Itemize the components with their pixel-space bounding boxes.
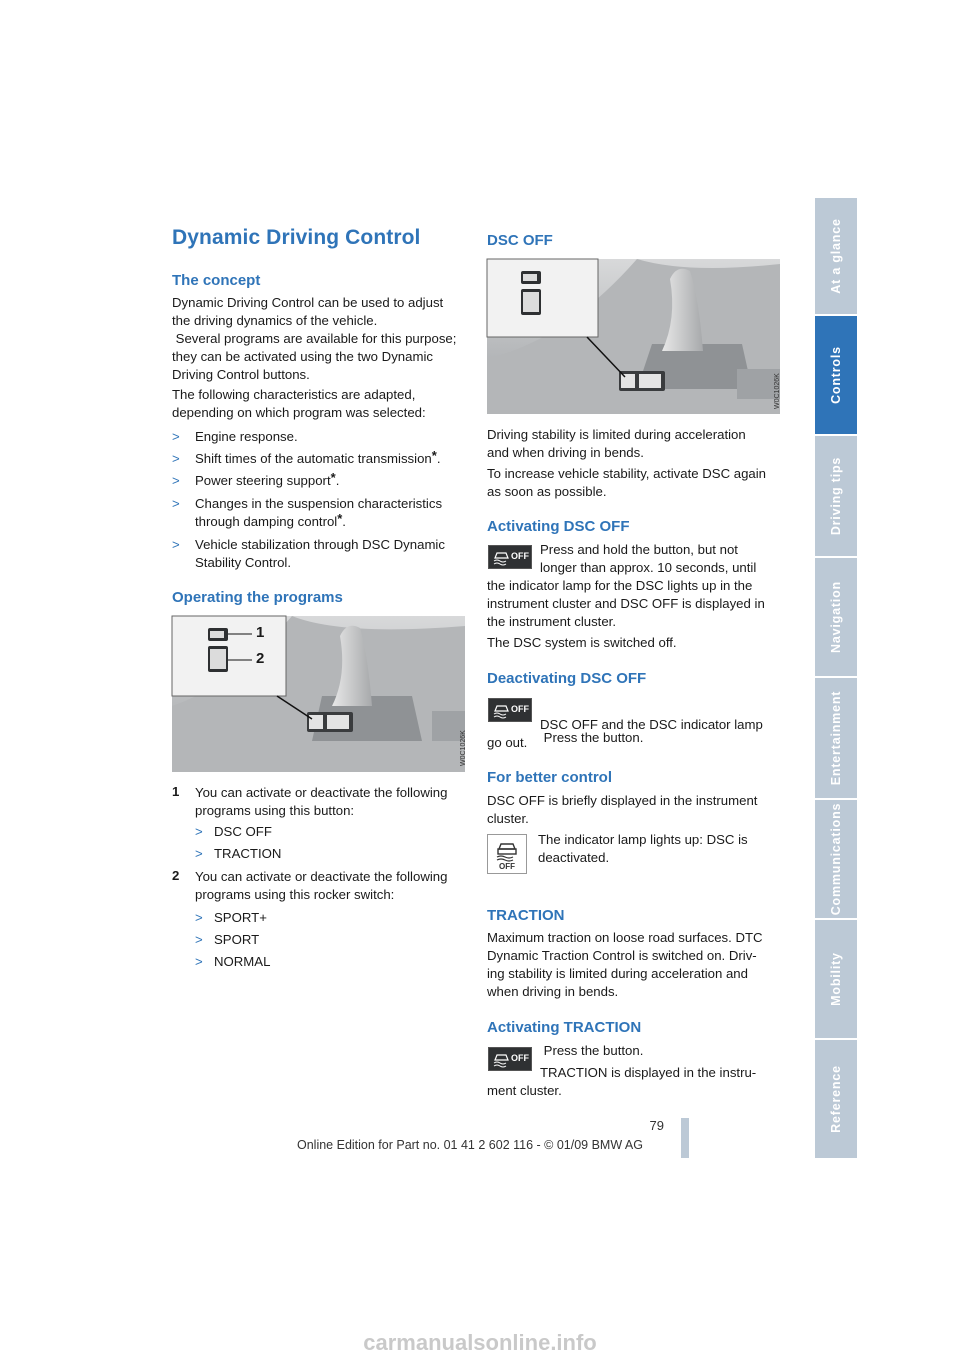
deactivating-dsc-off-text: Press the button. (540, 730, 644, 745)
better-control-heading: For better control (487, 769, 613, 786)
item-number: 1 (172, 784, 180, 799)
dsc-off-heading: DSC OFF (487, 232, 553, 249)
activating-dsc-off-heading: Activating DSC OFF (487, 518, 630, 535)
deactivating-dsc-off-text-3: go out. (487, 735, 528, 750)
watermark: carmanualsonline.info (363, 1330, 597, 1355)
dsc-off-paragraph: Driving stability is limited during acceleration and when driving in bends. (487, 427, 746, 460)
deactivating-dsc-off-text-2: DSC OFF and the DSC indicator lamp (540, 717, 763, 732)
dsc-off-button-icon: OFF (488, 545, 532, 569)
callout-2: 2 (256, 650, 265, 667)
optional-equipment-star: * (337, 511, 343, 526)
dsc-off-paragraph-2: To increase vehicle stability, activate DSC again as soon as possible. (487, 466, 767, 499)
dsc-off-button-icon: OFF (488, 698, 532, 722)
image-code: W0C1026K (460, 730, 467, 766)
deactivating-dsc-off-heading: Deactivating DSC OFF (487, 670, 647, 687)
dsc-button-photo (487, 259, 780, 414)
dsc-off-button-icon: OFF (488, 1047, 532, 1071)
image-code: W0C1026K (774, 373, 781, 409)
footer-edition: Online Edition for Part no. 01 41 2 602 116 - © 01/09 BMW AG (297, 1138, 643, 1152)
tab-controls[interactable]: Controls (815, 316, 857, 436)
console-illustration (172, 616, 465, 772)
operating-heading: Operating the programs (172, 589, 343, 606)
page-number: 79 (649, 1118, 664, 1133)
dsc-indicator-lamp-icon: OFF (487, 834, 527, 874)
tab-at-a-glance[interactable]: At a glance (815, 198, 857, 316)
optional-equipment-star: * (330, 470, 336, 485)
activating-dsc-off-text: Press and hold the button, but not longer than approx. 10 seconds, until (540, 542, 757, 575)
tab-driving-tips[interactable]: Driving tips (815, 436, 857, 558)
better-control-text: DSC OFF is briefly displayed in the instrument cluster. (487, 793, 758, 826)
traction-heading: TRACTION (487, 907, 565, 924)
activating-dsc-off-text-cont: the indicator lamp for the DSC lights up in the instrument cluster and DSC OFF is displayed in the instrument cluster. (487, 578, 765, 629)
concept-paragraph: Dynamic Driving Control can be used to adjust the driving dynamics of the vehicle. Several programs are available for this purpose; they can be activated using the two Dynamic Driving Control buttons. (172, 295, 457, 382)
concept-paragraph-2: The following characteristics are adapted, depending on which program was selected: (172, 387, 426, 420)
tab-communications[interactable]: Communications (815, 800, 857, 920)
console-photo (172, 616, 465, 772)
activating-traction-text-3: ment cluster. (487, 1083, 562, 1098)
concept-heading: The concept (172, 272, 261, 289)
item-2-text: You can activate or deactivate the following programs using this rocker switch: (195, 869, 448, 902)
indicator-lamp-text: The indicator lamp lights up: DSC is deactivated. (538, 832, 748, 865)
item-1-text: You can activate or deactivate the following programs using this button: (195, 785, 448, 818)
tab-entertainment[interactable]: Entertainment (815, 678, 857, 800)
tab-navigation[interactable]: Navigation (815, 558, 857, 678)
page-title: Dynamic Driving Control (172, 226, 421, 249)
activating-traction-heading: Activating TRACTION (487, 1019, 642, 1036)
traction-paragraph: Maximum traction on loose road surfaces. DTC Dynamic Traction Control is switched on. Driv- ing stability is limited during acceleration and when driving in bends. (487, 930, 763, 999)
tab-reference[interactable]: Reference (815, 1040, 857, 1160)
activating-traction-text-2: TRACTION is displayed in the instru- (540, 1065, 757, 1080)
callout-1: 1 (256, 624, 265, 641)
optional-equipment-star: * (431, 448, 437, 463)
dsc-switched-off-text: The DSC system is switched off. (487, 635, 677, 650)
activating-traction-text: Press the button. (540, 1043, 644, 1058)
console-illustration (487, 259, 780, 414)
item-number: 2 (172, 868, 180, 883)
tab-mobility[interactable]: Mobility (815, 920, 857, 1040)
